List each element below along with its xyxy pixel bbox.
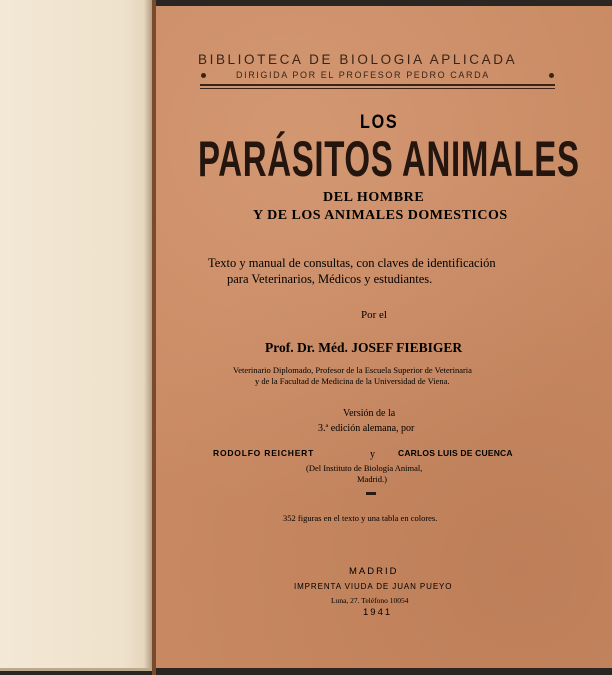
series-rule [200, 84, 555, 86]
subtitle-line-2: Y DE LOS ANIMALES DOMESTICOS [253, 208, 508, 223]
book-title: PARÁSITOS ANIMALES [198, 131, 580, 187]
author-credentials-2: y de la Facultad de Medicina de la Universidad de Viena. [255, 376, 450, 386]
author-name: Prof. Dr. Méd. JOSEF FIEBIGER [265, 340, 463, 355]
imprint-printer: IMPRENTA VIUDA DE JUAN PUEYO [294, 582, 453, 591]
version-line-1: Versión de la [343, 408, 396, 419]
translator-conjunction: y [370, 449, 375, 460]
series-title: BIBLIOTECA DE BIOLOGIA APLICADA [198, 52, 518, 67]
description-line-2: para Veterinarios, Médicos y estudiantes. [227, 272, 433, 286]
imprint-city: MADRID [349, 566, 399, 577]
series-dot-right [549, 73, 554, 78]
translator-2: CARLOS LUIS DE CUENCA [398, 448, 513, 458]
imprint-address: Luna, 27. Teléfono 10054 [331, 596, 409, 605]
page-edge-shadow [144, 0, 152, 668]
ornament-mark [366, 492, 376, 495]
translator-institute-1: (Del Instituto de Biología Animal, [306, 463, 423, 473]
translator-1: RODOLFO REICHERT [213, 448, 315, 458]
imprint-year: 1941 [363, 607, 393, 618]
title-article: LOS [360, 112, 399, 133]
left-blank-page [0, 0, 152, 671]
series-dot-left [201, 73, 206, 78]
version-line-2: 3.ª edición alemana, por [318, 423, 415, 434]
translator-institute-2: Madrid.) [357, 474, 387, 484]
subtitle-line-1: DEL HOMBRE [323, 190, 425, 205]
series-rule-thin [200, 88, 555, 89]
author-credentials-1: Veterinario Diplomado, Profesor de la Escuela Superior de Veterinaria [233, 365, 472, 375]
series-director: DIRIGIDA POR EL PROFESOR PEDRO CARDA [236, 70, 490, 80]
by-label: Por el [361, 309, 387, 321]
figures-note: 352 figuras en el texto y una tabla en colores. [283, 513, 438, 523]
description-line-1: Texto y manual de consultas, con claves de identificación [208, 256, 496, 270]
